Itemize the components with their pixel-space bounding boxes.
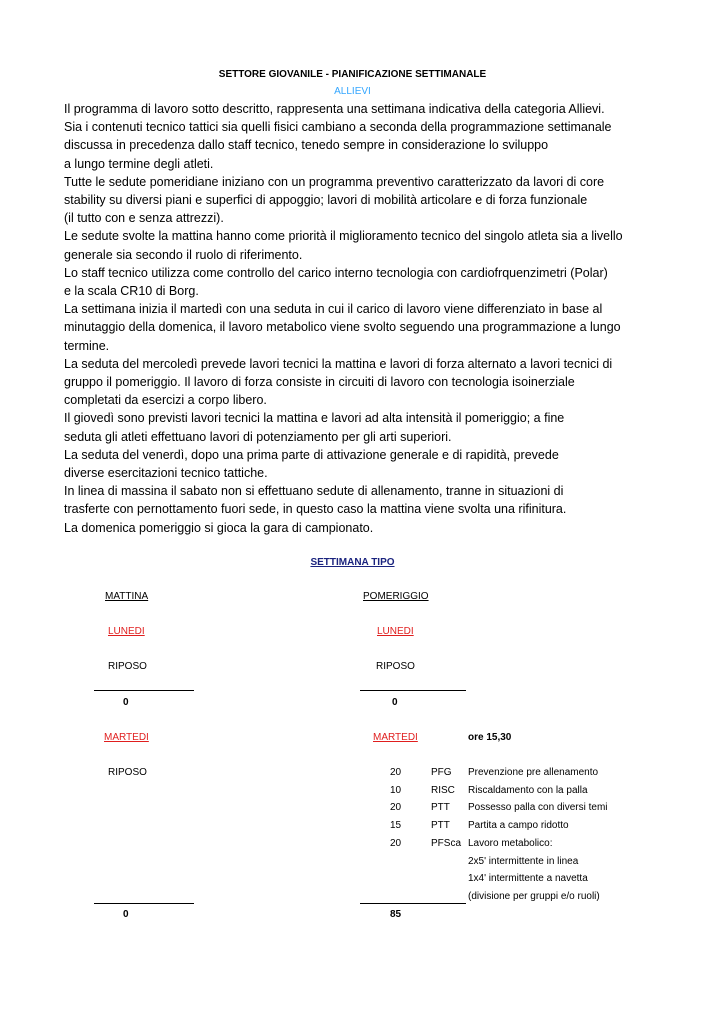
body-line: Il giovedì sono previsti lavori tecnici la mattina e lavori ad alta intensità il pomeriggio; a fine — [64, 411, 565, 426]
body-line: gruppo il pomeriggio. Il lavoro di forza consiste in circuiti di lavoro con tecnologia isoinerziale — [64, 375, 575, 390]
body-line: a lungo termine degli atleti. — [64, 156, 214, 171]
session-description: Prevenzione pre allenamento — [468, 767, 599, 778]
monday-morning-total: 0 — [123, 697, 129, 708]
document-title: SETTORE GIOVANILE - PIANIFICAZIONE SETTIMANALE — [218, 69, 487, 80]
tuesday-afternoon-total: 85 — [390, 909, 402, 920]
morning-header: MATTINA — [105, 591, 149, 602]
body-line: In linea di massina il sabato non si effettuano sedute di allenamento, tranne in situazioni di — [64, 484, 564, 499]
body-line: Tutte le sedute pomeridiane iniziano con un programma preventivo caratterizzato da lavori di core — [64, 174, 605, 189]
tuesday-morning-label: MARTEDI — [104, 732, 149, 743]
week-title: SETTIMANA TIPO — [310, 557, 395, 568]
body-line: Il programma di lavoro sotto descritto, rappresenta una settimana indicativa della categoria Allievi. — [64, 102, 605, 116]
body-line: seduta gli atleti effettuano lavori di potenziamento per gli arti superiori. — [64, 429, 452, 444]
monday-morning-rule — [94, 690, 194, 691]
afternoon-header: POMERIGGIO — [363, 591, 429, 602]
session-minutes: 20 — [390, 767, 402, 778]
session-code: PFSca — [431, 838, 462, 849]
monday-afternoon-rule — [360, 690, 466, 691]
session-description: Possesso palla con diversi temi — [468, 802, 608, 813]
body-line: stability su diversi piani e superfici di appoggio; lavori di mobilità articolare e di forza funzionale — [64, 193, 588, 208]
body-line: completati da esercizi a corpo libero. — [64, 393, 267, 408]
body-line: Lo staff tecnico utilizza come controllo del carico interno tecnologia con cardiofrquenzimetri (Polar) — [64, 265, 608, 280]
body-line: La settimana inizia il martedì con una seduta in cui il carico di lavoro viene differenziato in base al — [64, 302, 603, 317]
monday-morning-activity: RIPOSO — [108, 661, 147, 672]
tuesday-morning-total: 0 — [123, 909, 129, 920]
body-line: Le sedute svolte la mattina hanno come priorità il miglioramento tecnico del singolo atleta sia a livello — [64, 229, 623, 244]
session-minutes: 20 — [390, 838, 402, 849]
tuesday-morning-activity: RIPOSO — [108, 767, 147, 778]
body-line: minutaggio della domenica, il lavoro metabolico viene svolto seguendo una programmazione a lungo — [64, 320, 621, 335]
document-subtitle: ALLIEVI — [334, 86, 371, 97]
session-description: Riscaldamento con la palla — [468, 785, 588, 796]
body-line: La domenica pomeriggio si gioca la gara di campionato. — [64, 520, 374, 535]
monday-afternoon-total: 0 — [392, 697, 398, 708]
monday-morning-label: LUNEDI — [108, 626, 145, 637]
body-line: Sia i contenuti tecnico tattici sia quelli fisici cambiano a seconda della programmazione settimanale — [64, 120, 612, 135]
body-line: termine. — [64, 338, 110, 353]
session-detail-line: (divisione per gruppi e/o ruoli) — [468, 891, 600, 902]
session-minutes: 10 — [390, 785, 402, 796]
session-code: PTT — [431, 802, 450, 813]
tuesday-morning-rule — [94, 903, 194, 904]
tuesday-start-time: ore 15,30 — [468, 732, 512, 743]
session-detail-line: 2x5' intermittente in linea — [468, 856, 579, 867]
session-code: PFG — [431, 767, 452, 778]
session-code: PTT — [431, 820, 450, 831]
description-text — [64, 100, 623, 537]
body-line: trasferte con pernottamento fuori sede, in questo caso la mattina viene svolta una rifinitura. — [64, 502, 567, 517]
session-description: Partita a campo ridotto — [468, 820, 569, 831]
monday-afternoon-activity: RIPOSO — [376, 661, 415, 672]
body-line: e la scala CR10 di Borg. — [64, 284, 199, 299]
session-description: Lavoro metabolico: — [468, 838, 553, 849]
session-minutes: 20 — [390, 802, 402, 813]
tuesday-afternoon-label: MARTEDI — [373, 732, 418, 743]
body-line: (il tutto con e senza attrezzi). — [64, 211, 224, 226]
session-code: RISC — [431, 785, 455, 796]
tuesday-afternoon-rule — [360, 903, 466, 904]
body-line: discussa in precedenza dallo staff tecnico, tenedo sempre in considerazione lo sviluppo — [64, 138, 549, 153]
body-line: diverse esercitazioni tecnico tattiche. — [64, 466, 268, 481]
body-line: La seduta del mercoledì prevede lavori tecnici la mattina e lavori di forza alternato a lavori tecnici di — [64, 356, 613, 371]
body-line: generale sia secondo il ruolo di riferimento. — [64, 247, 303, 262]
monday-afternoon-label: LUNEDI — [377, 626, 414, 637]
body-line: La seduta del venerdì, dopo una prima parte di attivazione generale e di rapidità, prevede — [64, 447, 559, 462]
session-minutes: 15 — [390, 820, 402, 831]
session-detail-line: 1x4' intermittente a navetta — [468, 873, 588, 884]
